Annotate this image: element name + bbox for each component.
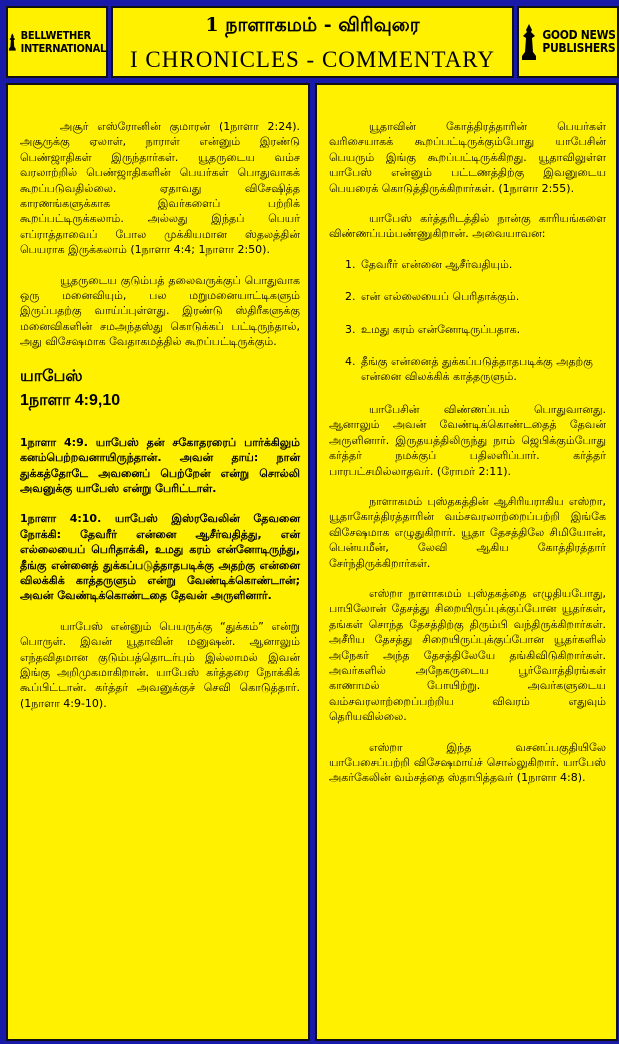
paragraph: எஸ்றா நாளாகமம் புஸ்தகத்தை எழுதியபோது, பாபிலோன் தேசத்து சிறையிருப்புக்குப்போன யூதர்கள், தங்கள் சொந்த தேசத்திற்கு திரும்பி வந்திருக்கிறார்கள். அசீரிய தேசத்து சிறையிருப்புக்குப்போன யூதர்களில் அநேகர் அந்த தேசத்திலேயே தங்கிவிடுகிறார்கள். அவர்களில் அநேகருடைய பூர்வோத்திரங்கள் காணாமல் போயிற்று. அவர்களுடைய வம்சவரலாற்றைப்பற்றிய விவரம் எதுவும் தெரியவில்லை.: [329, 586, 606, 724]
paragraph: அசூர் எஸ்ரோனின் குமாரன் (1நாளா 2:24). அசூருக்கு ஏலாள், நாராள் என்னும் இரண்டு பெண்ஜாதிகள் இருந்தார்கள். யூதருடைய வம்ச வரலாற்றில் பெண்ஜாதிகளின் பெயர்கள் பொதுவாகக் கூறப்படுவதில்லை. ஏதாவது விசேஷித்த காரணங்களுக்காக இவர்களைப் பற்றிக் கூறப்பட்டிருக்கலாம். அல்லது இந்தப் பெயர் எப்ராத்தாவைப் போல முக்கியமான ஸ்தலத்தின் பெயராக இருக்கலாம் (1நாளா 4:4; 1நாளா 2:50).: [20, 120, 300, 257]
list-item: 3. உமது கரம் என்னோடிருப்பதாக.: [359, 322, 606, 337]
lamp-icon: [8, 22, 17, 62]
paragraph: நாளாகமம் புஸ்தகத்தின் ஆசிரியராகிய எஸ்றா, யூதாகோத்திரத்தாரின் வம்சவரலாற்றைப்பற்றி இங்கே விசேஷமாக எழுதுகிறார். யூதா தேசத்திலே சிமியோன், பென்யமீன், லேவி ஆகிய கோத்திரத்தார் சேர்ந்திருக்கிறார்கள்.: [329, 494, 606, 570]
paragraph: யாபேஸ் என்னும் பெயருக்கு “துக்கம்” என்று பொருள். இவன் யூதாவின் மனுஷன். ஆனாலும் எந்தவிதமான குடும்பத்தொடர்பும் இல்லாமல் இவன் இங்கு அறிமுகமாகிறான். யாபேஸ் கர்த்தரை நோக்கிக் கூப்பிட்டான். கர்த்தர் அவனுக்குச் செவி கொடுத்தார். (1நாளா 4:9-10).: [20, 619, 300, 710]
heading-line: 1நாளா 4:9,10: [20, 391, 121, 409]
logo-line: BELLWETHER: [20, 29, 91, 42]
section-heading: [20, 365, 300, 413]
list-item: 4. தீங்கு என்னைத் துக்கப்படுத்தாதபடிக்கு அதற்கு என்னை விலக்கிக் காத்தருளும்.: [359, 354, 606, 385]
prayer-list: [329, 257, 606, 385]
good-news-logo: [517, 6, 619, 78]
paragraph: யாபேஸ் கர்த்தரிடத்தில் நான்கு காரியங்களை விண்ணப்பம்பண்ணுகிறான். அவையாவன:: [329, 212, 606, 241]
header: [6, 6, 619, 78]
logo-line: INTERNATIONAL: [20, 42, 106, 55]
verse: 1நாளா 4:10. யாபேஸ் இஸ்ரவேலின் தேவனை நோக்கி: தேவரீர் என்னை ஆசீர்வதித்து, என் எல்லையைப் பெரிதாக்கி, உமது கரம் என்னோடிருந்து, தீங்கு என்னைத் துக்கப்படுத்தாதபடிக்கு அதற்கு என்னை விலக்கிக் காத்தருளும் என்று வேண்டிக்கொண்டான்; அவன் வேண்டிக்கொண்டதை தேவன் அருளினார்.: [20, 512, 300, 603]
paragraph: யூதாவின் கோத்திரத்தாரின் பெயர்கள் வரிசையாகக் கூறப்பட்டிருக்கும்போது யாபேசின் பெயரும் இங்கு கூறப்பட்டிருக்கிறது. யூதாவிலுள்ள யாபேஸ் என்னும் பட்டணத்திற்கு இவனுடைய பெயரைக் கொடுத்திருக்கிறார்கள். (1நாளா 2:55).: [329, 120, 606, 195]
right-column: [315, 83, 618, 1041]
title-box: [111, 6, 514, 78]
paragraph: யூதருடைய குடும்பத் தலைவருக்குப் பொதுவாக ஒரு மனைவியும், பல மறுமனையாட்டிகளும் இருப்பதற்கு வாய்ப்புள்ளது. இரண்டு ஸ்திரீகளுக்கு மனைவிகளின் சமஅந்தஸ்து கொடுக்கப் பட்டிருந்தால், அது விசேஷமாக வேதாகமத்தில் கூறப்பட்டிருக்கும்.: [20, 273, 300, 349]
list-item: 1. தேவரீர் என்னை ஆசீர்வதியும்.: [359, 257, 606, 272]
lamp-icon: [520, 22, 538, 62]
logo-line: PUBLISHERS: [542, 41, 616, 55]
logo-line: GOOD NEWS: [542, 28, 616, 42]
verse: 1நாளா 4:9. யாபேஸ் தன் சகோதரரைப் பார்க்கிலும் கனம்பெற்றவனாயிருந்தான். அவன் தாய்: நான் துக்கத்தோடே அவனைப் பெற்றேன் என்று சொல்லி அவனுக்கு யாபேஸ் என்று பேரிட்டாள்.: [20, 435, 300, 495]
list-item: 2. என் எல்லையைப் பெரிதாக்கும்.: [359, 289, 606, 304]
left-column: [6, 83, 310, 1041]
paragraph: யாபேசின் விண்ணப்பம் பொதுவானது. ஆனாலும் அவன் வேண்டிக்கொண்டதைத் தேவன் அருளினார். இருதயத்திலிருந்து நாம் ஜெபிக்கும்போது கர்த்தர் நமக்குப் பதிலளிப்பார். கர்த்தர் பாரபட்சமில்லாதவர். (ரோமர் 2:11).: [329, 402, 606, 478]
bellwether-logo: [6, 6, 108, 78]
paragraph: எஸ்றா இந்த வசனப்பகுதியிலே யாபேசைப்பற்றி விசேஷமாய்ச் சொல்லுகிறார். யாபேஸ் அகர்கேலின் வம்சத்தை ஸ்தாபித்தவர் (1நாளா 4:8).: [329, 740, 606, 785]
heading-line: யாபேஸ்: [20, 367, 83, 385]
title-english: I CHRONICLES - COMMENTARY: [130, 47, 495, 72]
title-tamil: 1 நாளாகமம் - விரிவுரை: [205, 14, 420, 36]
